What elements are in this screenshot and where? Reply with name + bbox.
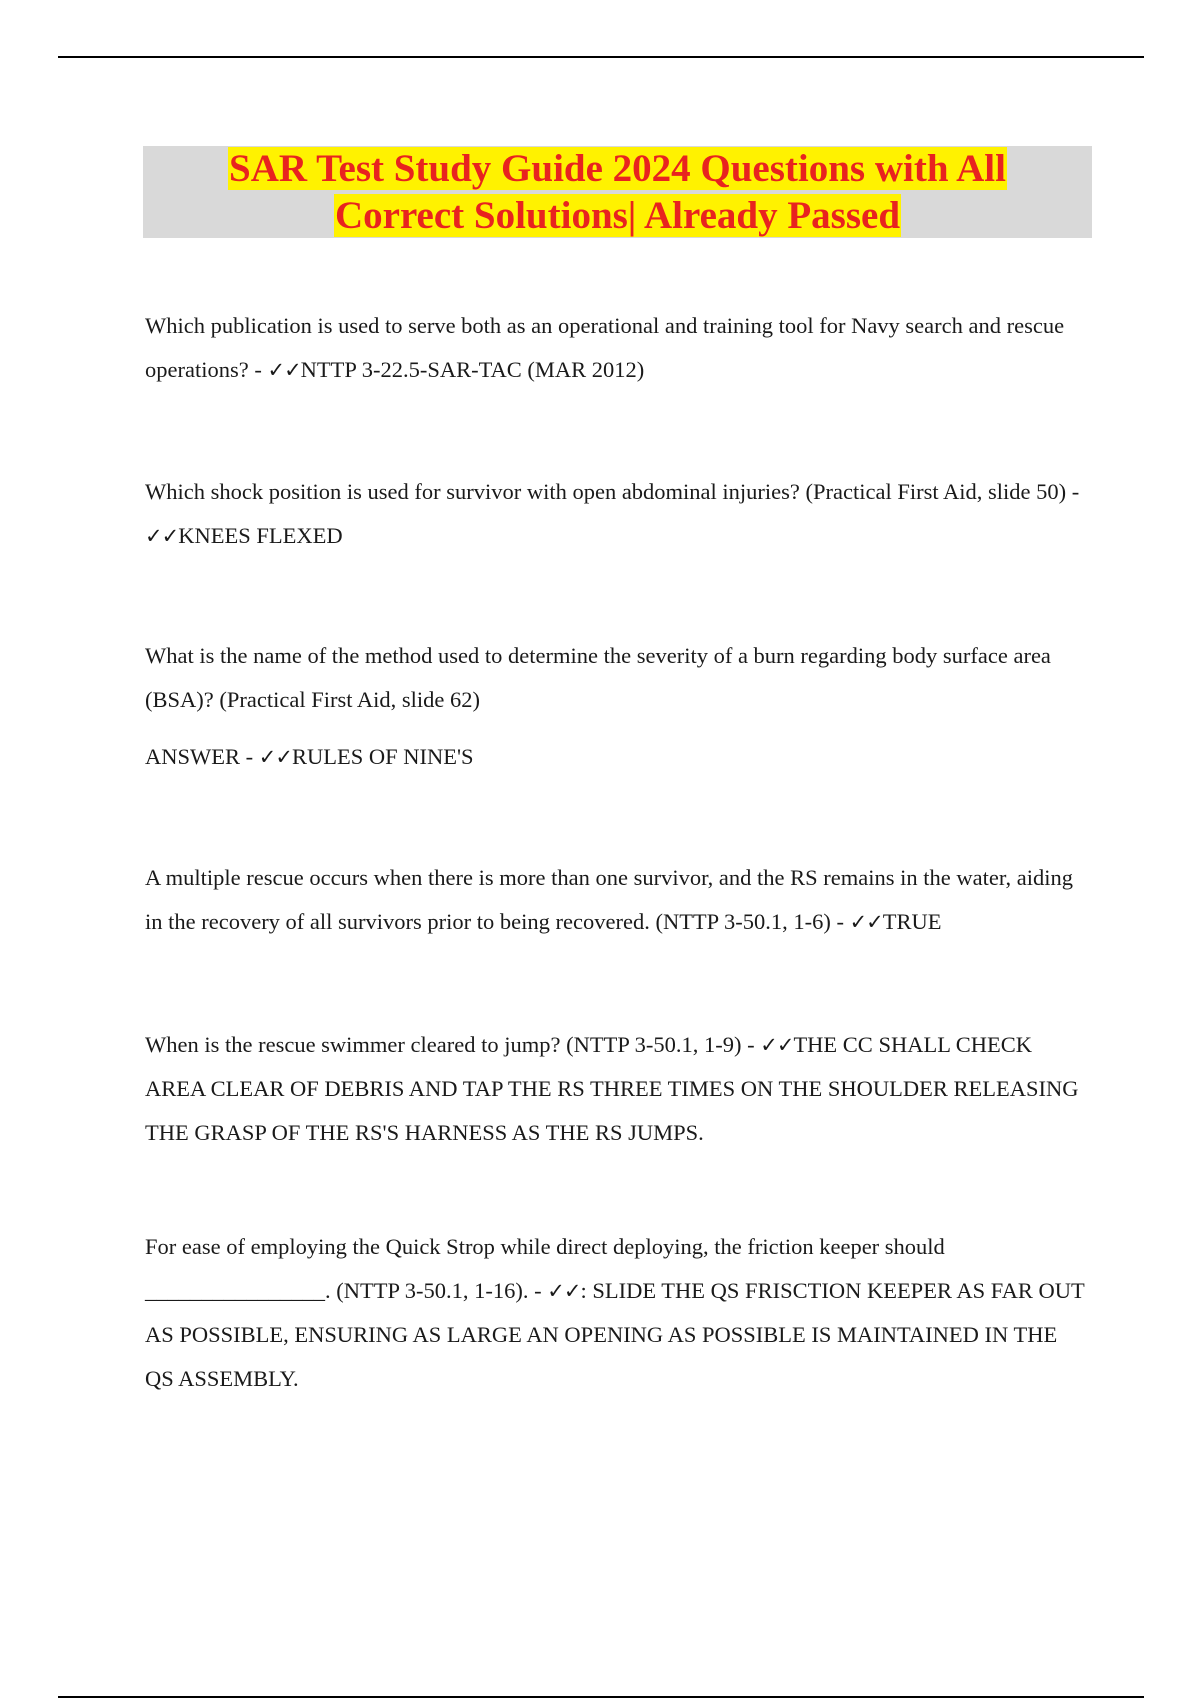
question-item bbox=[145, 634, 1085, 722]
double-check-icon: ✓✓ bbox=[760, 1033, 794, 1057]
answer-text: KNEES FLEXED bbox=[178, 523, 343, 548]
document-title-line-1: SAR Test Study Guide 2024 Questions with All bbox=[229, 147, 1006, 190]
double-check-icon: ✓✓ bbox=[547, 1279, 581, 1303]
answer-text: THE CC SHALL CHECK AREA CLEAR OF DEBRIS AND TAP THE RS THREE TIMES ON THE SHOULDER RELEASING THE GRASP OF THE RS'S HARNESS AS THE RS JUMPS. bbox=[145, 1032, 1079, 1145]
double-check-icon: ✓✓ bbox=[849, 910, 883, 934]
question-text: When is the rescue swimmer cleared to jump? (NTTP 3-50.1, 1-9) - bbox=[145, 1032, 761, 1057]
question-text: Which publication is used to serve both as an operational and training tool for Navy search and rescue operations? - bbox=[145, 313, 1065, 382]
double-check-icon: ✓✓ bbox=[267, 358, 301, 382]
question-text: Which shock position is used for survivor with open abdominal injuries? (Practical First Aid, slide 50) - bbox=[145, 479, 1080, 504]
answer-prefix: ANSWER - bbox=[145, 744, 259, 769]
question-text: For ease of employing the Quick Strop while direct deploying, the friction keeper should ________________. (NTTP 3-50.1, 1-16). - bbox=[145, 1234, 945, 1303]
question-item bbox=[145, 470, 1085, 558]
answer-line bbox=[145, 735, 1085, 779]
question-item bbox=[145, 1225, 1085, 1401]
question-item bbox=[145, 1023, 1085, 1155]
double-check-icon: ✓✓ bbox=[145, 524, 179, 548]
question-item bbox=[145, 304, 1085, 392]
answer-text: NTTP 3-22.5-SAR-TAC (MAR 2012) bbox=[300, 357, 645, 382]
answer-text: RULES OF NINE'S bbox=[291, 744, 474, 769]
answer-text: : SLIDE THE QS FRISCTION KEEPER AS FAR OUT AS POSSIBLE, ENSURING AS LARGE AN OPENING AS POSSIBLE IS MAINTAINED IN THE QS ASSEMBLY. bbox=[145, 1278, 1085, 1391]
question-item bbox=[145, 856, 1085, 944]
answer-text: TRUE bbox=[882, 909, 942, 934]
footer-rule bbox=[58, 1696, 1144, 1698]
question-text: A multiple rescue occurs when there is more than one survivor, and the RS remains in the water, aiding in the recovery of all survivors prior to being recovered. (NTTP 3-50.1, 1-6) - bbox=[145, 865, 1073, 934]
title-box bbox=[143, 146, 1092, 238]
document-title-line-2: Correct Solutions| Already Passed bbox=[334, 194, 901, 237]
question-text: What is the name of the method used to determine the severity of a burn regarding body surface area (BSA)? (Practical First Aid, slide 62) bbox=[145, 643, 1051, 712]
double-check-icon: ✓✓ bbox=[258, 745, 292, 769]
header-rule bbox=[58, 56, 1144, 58]
